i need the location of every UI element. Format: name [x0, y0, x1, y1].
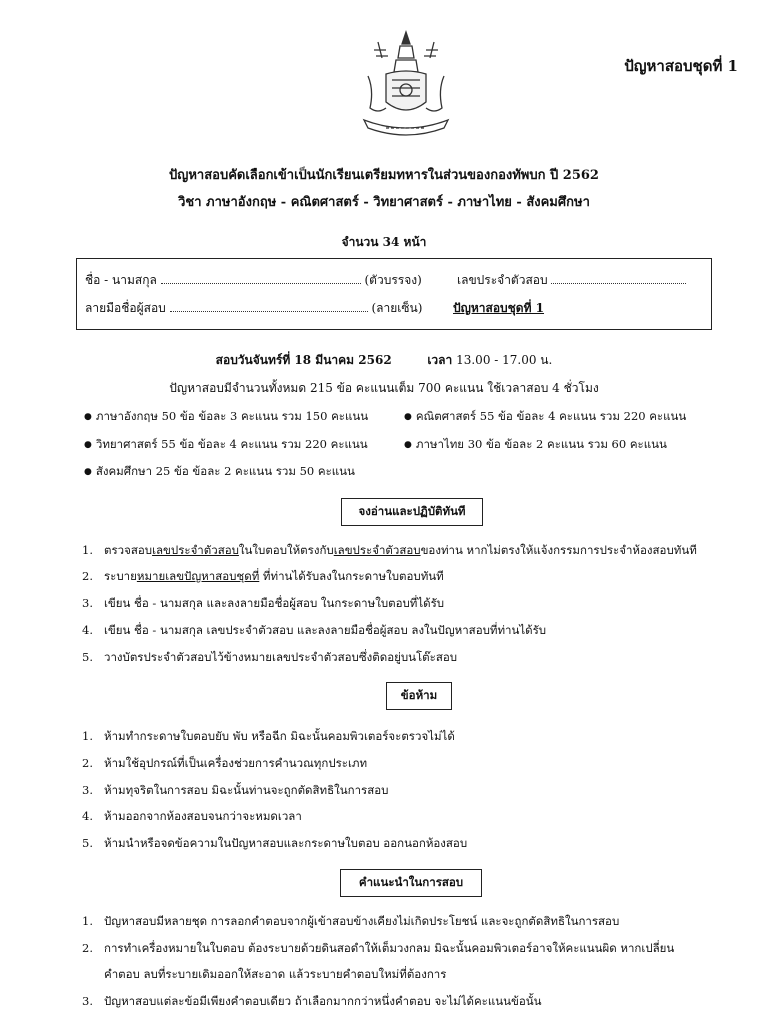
set-number-label: ปัญหาสอบชุดที่ 1 — [624, 57, 738, 75]
subject-item: ● วิทยาศาสตร์ 55 ข้อ ข้อละ 4 คะแนน รวม 220 คะแนน — [84, 437, 368, 451]
bullet-icon: ● — [404, 412, 412, 422]
box-set-label: ปัญหาสอบชุดที่ 1 — [453, 301, 545, 315]
name-label: ชื่อ - นามสกุล — [85, 273, 157, 287]
id-row — [457, 271, 686, 290]
name-field[interactable] — [161, 271, 361, 284]
sign-hint: (ลายเซ็น) — [371, 301, 423, 315]
bullet-icon: ● — [404, 440, 412, 450]
list-item: 2. ระบายหมายเลขปัญหาสอบชุดที่ ที่ท่านได้รับลงในกระดาษใบตอบทันที — [82, 569, 444, 583]
list-item: 3. เขียน ชื่อ - นามสกุล และลงลายมือชื่อผู้สอบ ในกระดาษใบตอบที่ได้รับ — [82, 596, 445, 610]
exam-summary: ปัญหาสอบมีจำนวนทั้งหมด 215 ข้อ คะแนนเต็ม 700 คะแนน ใช้เวลาสอบ 4 ชั่วโมง — [169, 381, 599, 395]
name-row — [85, 271, 422, 290]
time-word: เวลา — [427, 353, 453, 367]
list-item: 5. วางบัตรประจำตัวสอบไว้ข้างหมายเลขประจำตัวสอบซึ่งติดอยู่บนโต๊ะสอบ — [82, 650, 458, 664]
sign-row — [85, 299, 422, 318]
list-item: 5. ห้ามนำหรือจดข้อความในปัญหาสอบและกระดาษใบตอบ ออกนอกห้องสอบ — [82, 836, 468, 850]
subject-item: ● สังคมศึกษา 25 ข้อ ข้อละ 2 คะแนน รวม 50 คะแนน — [84, 464, 355, 478]
name-hint: (ตัวบรรจง) — [364, 273, 422, 287]
id-label: เลขประจำตัวสอบ — [457, 273, 548, 287]
list-item: 2. การทำเครื่องหมายในใบตอบ ต้องระบายด้วยดินสอดำให้เต็มวงกลม มิฉะนั้นคอมพิวเตอร์อาจให้คะแนนผิด หากเปลี่ยน — [82, 941, 675, 955]
exam-date-row — [0, 351, 768, 370]
list-item: 2. ห้ามใช้อุปกรณ์ที่เป็นเครื่องช่วยการคำนวณทุกประเภท — [82, 756, 368, 770]
list-item: 1. ปัญหาสอบมีหลายชุด การลอกคำตอบจากผู้เข้าสอบข้างเคียงไม่เกิดประโยชน์ และจะถูกตัดสิทธิในการสอบ — [82, 914, 620, 928]
subject-item: ● ภาษาอังกฤษ 50 ข้อ ข้อละ 3 คะแนน รวม 150 คะแนน — [84, 409, 369, 423]
signature-field[interactable] — [170, 299, 368, 312]
list-item: 1. ตรวจสอบเลขประจำตัวสอบในใบตอบให้ตรงกับเลขประจำตัวสอบของท่าน หากไม่ตรงให้แจ้งกรรมการประจำห้องสอบทันที — [82, 543, 697, 557]
bullet-icon: ● — [84, 467, 92, 477]
list-item: 4. ห้ามออกจากห้องสอบจนกว่าจะหมดเวลา — [82, 809, 302, 823]
section-heading-read: จงอ่านและปฏิบัติทันที — [341, 498, 483, 526]
subjects-title: วิชา ภาษาอังกฤษ - คณิตศาสตร์ - วิทยาศาสตร์ - ภาษาไทย - สังคมศึกษา — [178, 195, 590, 210]
list-item: 1. ห้ามทำกระดาษใบตอบยับ พับ หรือฉีก มิฉะนั้นคอมพิวเตอร์จะตรวจไม่ได้ — [82, 729, 455, 743]
sign-label: ลายมือชื่อผู้สอบ — [85, 301, 166, 315]
list-item: 3. ปัญหาสอบแต่ละข้อมีเพียงคำตอบเดียว ถ้าเลือกมากกว่าหนึ่งคำตอบ จะไม่ได้คะแนนข้อนั้น — [82, 994, 542, 1008]
list-item: 4. เขียน ชื่อ - นามสกุล เลขประจำตัวสอบ และลงลายมือชื่อผู้สอบ ลงในปัญหาสอบที่ท่านได้รับ — [82, 623, 547, 637]
subject-item: ● คณิตศาสตร์ 55 ข้อ ข้อละ 4 คะแนน รวม 220 คะแนน — [404, 409, 687, 423]
exam-date: สอบวันจันทร์ที่ 18 มีนาคม 2562 — [215, 353, 392, 367]
section-heading-prohibit: ข้อห้าม — [386, 682, 452, 710]
list-item-continuation: คำตอบ ลบที่ระบายเดิมออกให้สะอาด แล้วระบายคำตอบใหม่ที่ต้องการ — [104, 967, 447, 981]
exam-time: 13.00 - 17.00 น. — [456, 353, 553, 367]
bullet-icon: ● — [84, 412, 92, 422]
id-field[interactable] — [551, 271, 686, 284]
subject-item: ● ภาษาไทย 30 ข้อ ข้อละ 2 คะแนน รวม 60 คะแนน — [404, 437, 667, 451]
royal-emblem-icon — [356, 28, 456, 138]
page-count: จำนวน 34 หน้า — [341, 235, 427, 249]
bullet-icon: ● — [84, 440, 92, 450]
section-heading-advice: คำแนะนำในการสอบ — [340, 869, 482, 897]
exam-title: ปัญหาสอบคัดเลือกเข้าเป็นนักเรียนเตรียมทหารในส่วนของกองทัพบก ปี 2562 — [169, 168, 599, 183]
list-item: 3. ห้ามทุจริตในการสอบ มิฉะนั้นท่านจะถูกตัดสิทธิในการสอบ — [82, 783, 389, 797]
candidate-info-box — [76, 258, 712, 330]
